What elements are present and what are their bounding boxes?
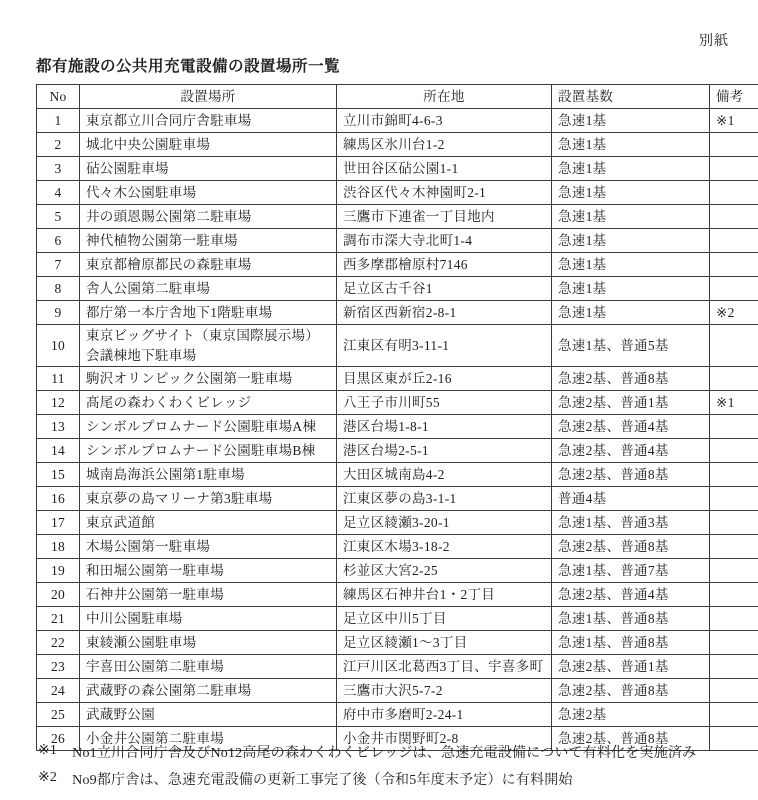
cell-place: 和田堀公園第一駐車場 <box>80 559 337 583</box>
table-row <box>37 277 758 301</box>
table-row <box>37 157 758 181</box>
cell-no: 11 <box>37 367 80 391</box>
cell-units: 急速1基 <box>552 277 710 301</box>
table-row <box>37 631 758 655</box>
page-title: 都有施設の公共用充電設備の設置場所一覧 <box>36 58 341 75</box>
table-row <box>37 109 758 133</box>
cell-note <box>710 511 758 535</box>
cell-note <box>710 463 758 487</box>
table-row <box>37 511 758 535</box>
cell-units: 急速1基、普通3基 <box>552 511 710 535</box>
cell-place: 城北中央公園駐車場 <box>80 133 337 157</box>
cell-units: 急速1基 <box>552 109 710 133</box>
cell-address: 世田谷区砧公園1-1 <box>337 157 552 181</box>
cell-units: 急速2基、普通8基 <box>552 367 710 391</box>
cell-no: 3 <box>37 157 80 181</box>
cell-place: 駒沢オリンピック公園第一駐車場 <box>80 367 337 391</box>
table-row <box>37 301 758 325</box>
cell-note <box>710 133 758 157</box>
cell-no: 13 <box>37 415 80 439</box>
cell-no: 18 <box>37 535 80 559</box>
cell-units: 急速2基、普通8基 <box>552 463 710 487</box>
cell-note <box>710 631 758 655</box>
cell-note <box>710 181 758 205</box>
cell-note <box>710 583 758 607</box>
cell-note <box>710 439 758 463</box>
cell-place: 中川公園駐車場 <box>80 607 337 631</box>
cell-place: 舎人公園第二駐車場 <box>80 277 337 301</box>
cell-no: 7 <box>37 253 80 277</box>
table-row <box>37 583 758 607</box>
cell-address: 八王子市川町55 <box>337 391 552 415</box>
cell-units: 急速1基 <box>552 205 710 229</box>
cell-note <box>710 367 758 391</box>
footnote-marker: ※2 <box>38 770 58 785</box>
cell-address: 立川市錦町4-6-3 <box>337 109 552 133</box>
cell-address: 足立区綾瀬3-20-1 <box>337 511 552 535</box>
cell-address: 三鷹市下連雀一丁目地内 <box>337 205 552 229</box>
corner-label: 別紙 <box>699 34 729 49</box>
cell-address: 大田区城南島4-2 <box>337 463 552 487</box>
cell-place: 石神井公園第一駐車場 <box>80 583 337 607</box>
cell-note <box>710 607 758 631</box>
cell-no: 16 <box>37 487 80 511</box>
cell-place: 武蔵野の森公園第二駐車場 <box>80 679 337 703</box>
cell-no: 12 <box>37 391 80 415</box>
cell-units: 普通4基 <box>552 487 710 511</box>
cell-no: 20 <box>37 583 80 607</box>
cell-address: 杉並区大宮2-25 <box>337 559 552 583</box>
cell-note <box>710 703 758 727</box>
cell-place: 東京夢の島マリーナ第3駐車場 <box>80 487 337 511</box>
table-row <box>37 229 758 253</box>
table-header <box>37 85 758 109</box>
cell-units: 急速2基、普通4基 <box>552 583 710 607</box>
cell-no: 25 <box>37 703 80 727</box>
column-header-no: No <box>37 85 80 109</box>
cell-no: 1 <box>37 109 80 133</box>
cell-no: 19 <box>37 559 80 583</box>
cell-no: 5 <box>37 205 80 229</box>
cell-note <box>710 679 758 703</box>
cell-no: 9 <box>37 301 80 325</box>
cell-units: 急速2基、普通4基 <box>552 415 710 439</box>
cell-units: 急速1基、普通8基 <box>552 631 710 655</box>
cell-note <box>710 253 758 277</box>
cell-address: 足立区綾瀬1～3丁目 <box>337 631 552 655</box>
cell-units: 急速2基、普通4基 <box>552 439 710 463</box>
header-row <box>37 85 758 109</box>
cell-no: 14 <box>37 439 80 463</box>
table-row <box>37 391 758 415</box>
table-row <box>37 559 758 583</box>
cell-no: 4 <box>37 181 80 205</box>
cell-note <box>710 229 758 253</box>
cell-address: 港区台場1-8-1 <box>337 415 552 439</box>
cell-address: 練馬区石神井台1・2丁目 <box>337 583 552 607</box>
cell-units: 急速2基、普通1基 <box>552 391 710 415</box>
cell-place: 都庁第一本庁舎地下1階駐車場 <box>80 301 337 325</box>
cell-no: 26 <box>37 727 80 751</box>
cell-units: 急速2基、普通1基 <box>552 655 710 679</box>
cell-place: 髙尾の森わくわくビレッジ <box>80 391 337 415</box>
table-row <box>37 415 758 439</box>
column-header-place: 設置場所 <box>80 85 337 109</box>
cell-note <box>710 487 758 511</box>
cell-no: 22 <box>37 631 80 655</box>
table-row <box>37 133 758 157</box>
cell-units: 急速2基、普通8基 <box>552 535 710 559</box>
cell-units: 急速1基 <box>552 301 710 325</box>
cell-no: 6 <box>37 229 80 253</box>
cell-note <box>710 157 758 181</box>
cell-place: 東綾瀬公園駐車場 <box>80 631 337 655</box>
table-row <box>37 325 758 367</box>
cell-units: 急速1基、普通8基 <box>552 607 710 631</box>
cell-address: 江東区有明3-11-1 <box>337 325 552 367</box>
cell-units: 急速1基、普通7基 <box>552 559 710 583</box>
table-row <box>37 463 758 487</box>
cell-place: 東京都檜原都民の森駐車場 <box>80 253 337 277</box>
cell-note <box>710 415 758 439</box>
cell-units: 急速1基 <box>552 157 710 181</box>
column-header-note: 備考 <box>710 85 758 109</box>
cell-place: シンボルプロムナード公園駐車場A棟 <box>80 415 337 439</box>
column-header-units: 設置基数 <box>552 85 710 109</box>
cell-no: 8 <box>37 277 80 301</box>
cell-place: 小金井公園第二駐車場 <box>80 727 337 751</box>
table-row <box>37 205 758 229</box>
cell-note: ※1 <box>710 109 758 133</box>
cell-address: 調布市深大寺北町1-4 <box>337 229 552 253</box>
cell-note <box>710 559 758 583</box>
cell-place: 東京武道館 <box>80 511 337 535</box>
table-row <box>37 535 758 559</box>
cell-address: 小金井市関野町2-8 <box>337 727 552 751</box>
table-row <box>37 181 758 205</box>
cell-note: ※1 <box>710 391 758 415</box>
cell-units: 急速1基 <box>552 253 710 277</box>
footnote <box>38 769 738 789</box>
cell-no: 24 <box>37 679 80 703</box>
footnote <box>38 742 738 762</box>
cell-no: 15 <box>37 463 80 487</box>
cell-place: 東京都立川合同庁舎駐車場 <box>80 109 337 133</box>
charging-locations-table <box>36 84 758 751</box>
cell-place: 武蔵野公園 <box>80 703 337 727</box>
cell-note <box>710 655 758 679</box>
table-row <box>37 253 758 277</box>
table-row <box>37 439 758 463</box>
cell-units: 急速1基、普通5基 <box>552 325 710 367</box>
cell-address: 目黒区東が丘2-16 <box>337 367 552 391</box>
cell-address: 渋谷区代々木神園町2-1 <box>337 181 552 205</box>
footnote-text: No1立川合同庁舎及びNo12高尾の森わくわくビレッジは、急速充電設備について有料化を実施済み <box>72 746 697 761</box>
cell-units: 急速1基 <box>552 229 710 253</box>
cell-address: 港区台場2-5-1 <box>337 439 552 463</box>
cell-place: 代々木公園駐車場 <box>80 181 337 205</box>
cell-place: 宇喜田公園第二駐車場 <box>80 655 337 679</box>
cell-no: 17 <box>37 511 80 535</box>
table-row <box>37 655 758 679</box>
table-row <box>37 487 758 511</box>
cell-place: 東京ビッグサイト（東京国際展示場）会議棟地下駐車場 <box>80 325 337 367</box>
footnote-text: No9都庁舎は、急速充電設備の更新工事完了後（令和5年度末予定）に有料開始 <box>72 773 573 788</box>
cell-units: 急速1基 <box>552 133 710 157</box>
cell-address: 江東区夢の島3-1-1 <box>337 487 552 511</box>
cell-units: 急速2基、普通8基 <box>552 679 710 703</box>
cell-address: 練馬区氷川台1-2 <box>337 133 552 157</box>
cell-units: 急速2基 <box>552 703 710 727</box>
cell-no: 2 <box>37 133 80 157</box>
cell-no: 10 <box>37 325 80 367</box>
cell-place: 砧公園駐車場 <box>80 157 337 181</box>
cell-note <box>710 277 758 301</box>
cell-note <box>710 325 758 367</box>
table-row <box>37 703 758 727</box>
cell-place: 城南島海浜公園第1駐車場 <box>80 463 337 487</box>
cell-address: 三鷹市大沢5-7-2 <box>337 679 552 703</box>
cell-address: 江戸川区北葛西3丁目、宇喜多町 <box>337 655 552 679</box>
table-row <box>37 607 758 631</box>
cell-address: 足立区古千谷1 <box>337 277 552 301</box>
cell-place: 木場公園第一駐車場 <box>80 535 337 559</box>
table-row <box>37 679 758 703</box>
table-body <box>37 109 758 751</box>
cell-note: ※2 <box>710 301 758 325</box>
footnotes <box>38 742 738 796</box>
cell-units: 急速2基、普通8基 <box>552 727 710 751</box>
footnote-marker: ※1 <box>38 743 58 758</box>
table-row <box>37 367 758 391</box>
column-header-address: 所在地 <box>337 85 552 109</box>
cell-note <box>710 535 758 559</box>
cell-address: 西多摩郡檜原村7146 <box>337 253 552 277</box>
cell-place: 井の頭恩賜公園第二駐車場 <box>80 205 337 229</box>
cell-address: 新宿区西新宿2-8-1 <box>337 301 552 325</box>
cell-place: シンボルプロムナード公園駐車場B棟 <box>80 439 337 463</box>
cell-units: 急速1基 <box>552 181 710 205</box>
cell-place: 神代植物公園第一駐車場 <box>80 229 337 253</box>
cell-address: 府中市多磨町2-24-1 <box>337 703 552 727</box>
cell-no: 21 <box>37 607 80 631</box>
cell-note <box>710 205 758 229</box>
cell-no: 23 <box>37 655 80 679</box>
cell-address: 江東区木場3-18-2 <box>337 535 552 559</box>
cell-address: 足立区中川5丁目 <box>337 607 552 631</box>
